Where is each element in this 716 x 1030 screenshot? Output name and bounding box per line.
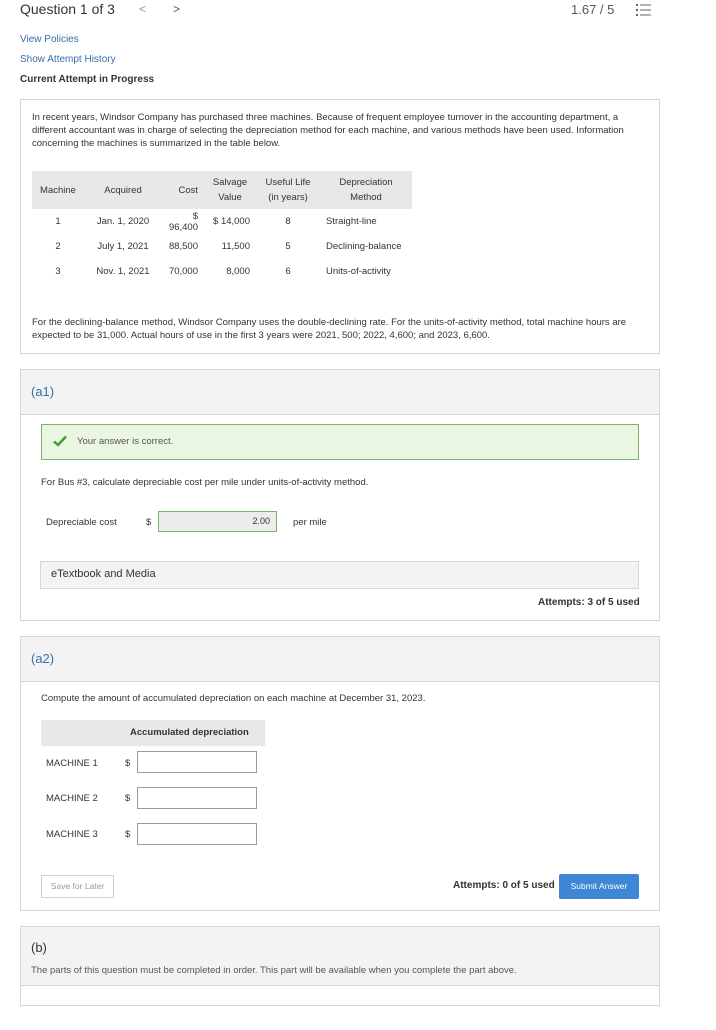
col-salvage-value: Salvage Value [204, 171, 256, 209]
etextbook-label: eTextbook and Media [51, 568, 156, 580]
submit-answer-button[interactable]: Submit Answer [559, 874, 639, 899]
cell: 5 [285, 241, 291, 252]
a1-attempts: Attempts: 3 of 5 used [538, 597, 640, 608]
a1-instruction: For Bus #3, calculate depreciable cost per mile under units-of-activity method. [41, 477, 369, 488]
cell: 70,000 [168, 266, 198, 277]
etextbook-media-bar[interactable] [40, 561, 639, 589]
problem-intro: In recent years, Windsor Company has purchased three machines. Because of frequent employee turnover in the accounting department, a different accountant was in charge of selecting the depreciation method for each machine, and various methods have been used. Information concerning the machines is summarized in the table below. [32, 112, 624, 149]
machine-1-label: MACHINE 1 [46, 758, 98, 769]
machine-1-input[interactable] [137, 751, 257, 773]
part-a2-label: (a2) [31, 651, 55, 666]
part-b-message: The parts of this question must be completed in order. This part will be available when you complete the part above. [31, 965, 517, 976]
correct-message: Your answer is correct. [77, 436, 174, 447]
cell: 1 [55, 216, 61, 227]
machine-3-label: MACHINE 3 [46, 829, 98, 840]
machine-3-input[interactable] [137, 823, 257, 845]
table-row [32, 259, 412, 284]
part-b-header [21, 927, 659, 986]
col-acquired: Acquired [84, 171, 162, 209]
col-useful-life: Useful Life (in years) [256, 171, 320, 209]
part-b-panel [20, 926, 660, 1006]
cell: Declining-balance [326, 241, 402, 252]
machine-2-label: MACHINE 2 [46, 793, 98, 804]
machines-table [32, 171, 412, 284]
table-header-row [32, 171, 412, 209]
view-policies-link[interactable]: View Policies [20, 34, 79, 45]
col-depreciation-method: Depreciation Method [320, 171, 412, 209]
a2-instruction: Compute the amount of accumulated depreciation on each machine at December 31, 2023. [41, 693, 426, 704]
accumulated-depreciation-label: Accumulated depreciation [130, 727, 249, 738]
cell: 6 [285, 266, 291, 277]
part-b-label: (b) [31, 940, 47, 955]
currency-symbol: $ [125, 829, 131, 840]
cell: 8,000 [226, 266, 250, 277]
current-attempt-label: Current Attempt in Progress [20, 74, 155, 85]
cell: 11,500 [221, 241, 250, 252]
part-a2-panel [20, 636, 660, 911]
score-display: 1.67 / 5 [571, 2, 615, 17]
next-question-button[interactable]: > [173, 2, 181, 16]
part-a2-header [21, 637, 659, 682]
machine-2-input[interactable] [137, 787, 257, 809]
part-a1-label: (a1) [31, 384, 55, 399]
table-row [32, 234, 412, 259]
cell: Nov. 1, 2021 [96, 266, 150, 277]
table-row [32, 209, 412, 234]
part-a1-header [21, 370, 659, 415]
save-for-later-button[interactable]: Save for Later [41, 875, 114, 898]
cell: $ 96,400 [168, 210, 198, 233]
currency-symbol: $ [125, 793, 131, 804]
cell: July 1, 2021 [97, 241, 149, 252]
cell: Jan. 1, 2020 [96, 216, 150, 227]
problem-panel [20, 99, 660, 354]
checkmark-icon [53, 435, 67, 447]
cell: Units-of-activity [326, 266, 391, 277]
cell: 88,500 [168, 241, 198, 252]
cell: 2 [55, 241, 61, 252]
depreciable-cost-input[interactable]: 2.00 [158, 511, 277, 532]
cell: 8 [285, 216, 291, 227]
correct-answer-banner [41, 424, 639, 460]
per-mile-label: per mile [293, 517, 327, 528]
cell: $ 14,000 [213, 216, 250, 227]
question-list-icon[interactable] [636, 3, 652, 17]
accumulated-depreciation-header [41, 720, 265, 746]
depreciable-cost-label: Depreciable cost [46, 517, 117, 528]
problem-footer: For the declining-balance method, Windsor Company uses the double-declining rate. For the units-of-activity method, total machine hours are expected to be 31,000. Actual hours of use in the first 3 years were 2021, 500; 2022, 4,600; and 2023, 6,600. [32, 317, 627, 341]
currency-symbol: $ [125, 758, 131, 769]
show-attempt-history-link[interactable]: Show Attempt History [20, 54, 116, 65]
col-machine: Machine [32, 171, 84, 209]
col-cost: Cost [162, 171, 204, 209]
cell: Straight-line [326, 216, 377, 227]
cell: 3 [55, 266, 61, 277]
previous-question-button[interactable]: < [139, 2, 147, 16]
currency-symbol: $ [146, 517, 152, 528]
question-header [0, 0, 716, 22]
a2-attempts: Attempts: 0 of 5 used [453, 880, 555, 891]
question-counter: Question 1 of 3 [20, 1, 115, 17]
